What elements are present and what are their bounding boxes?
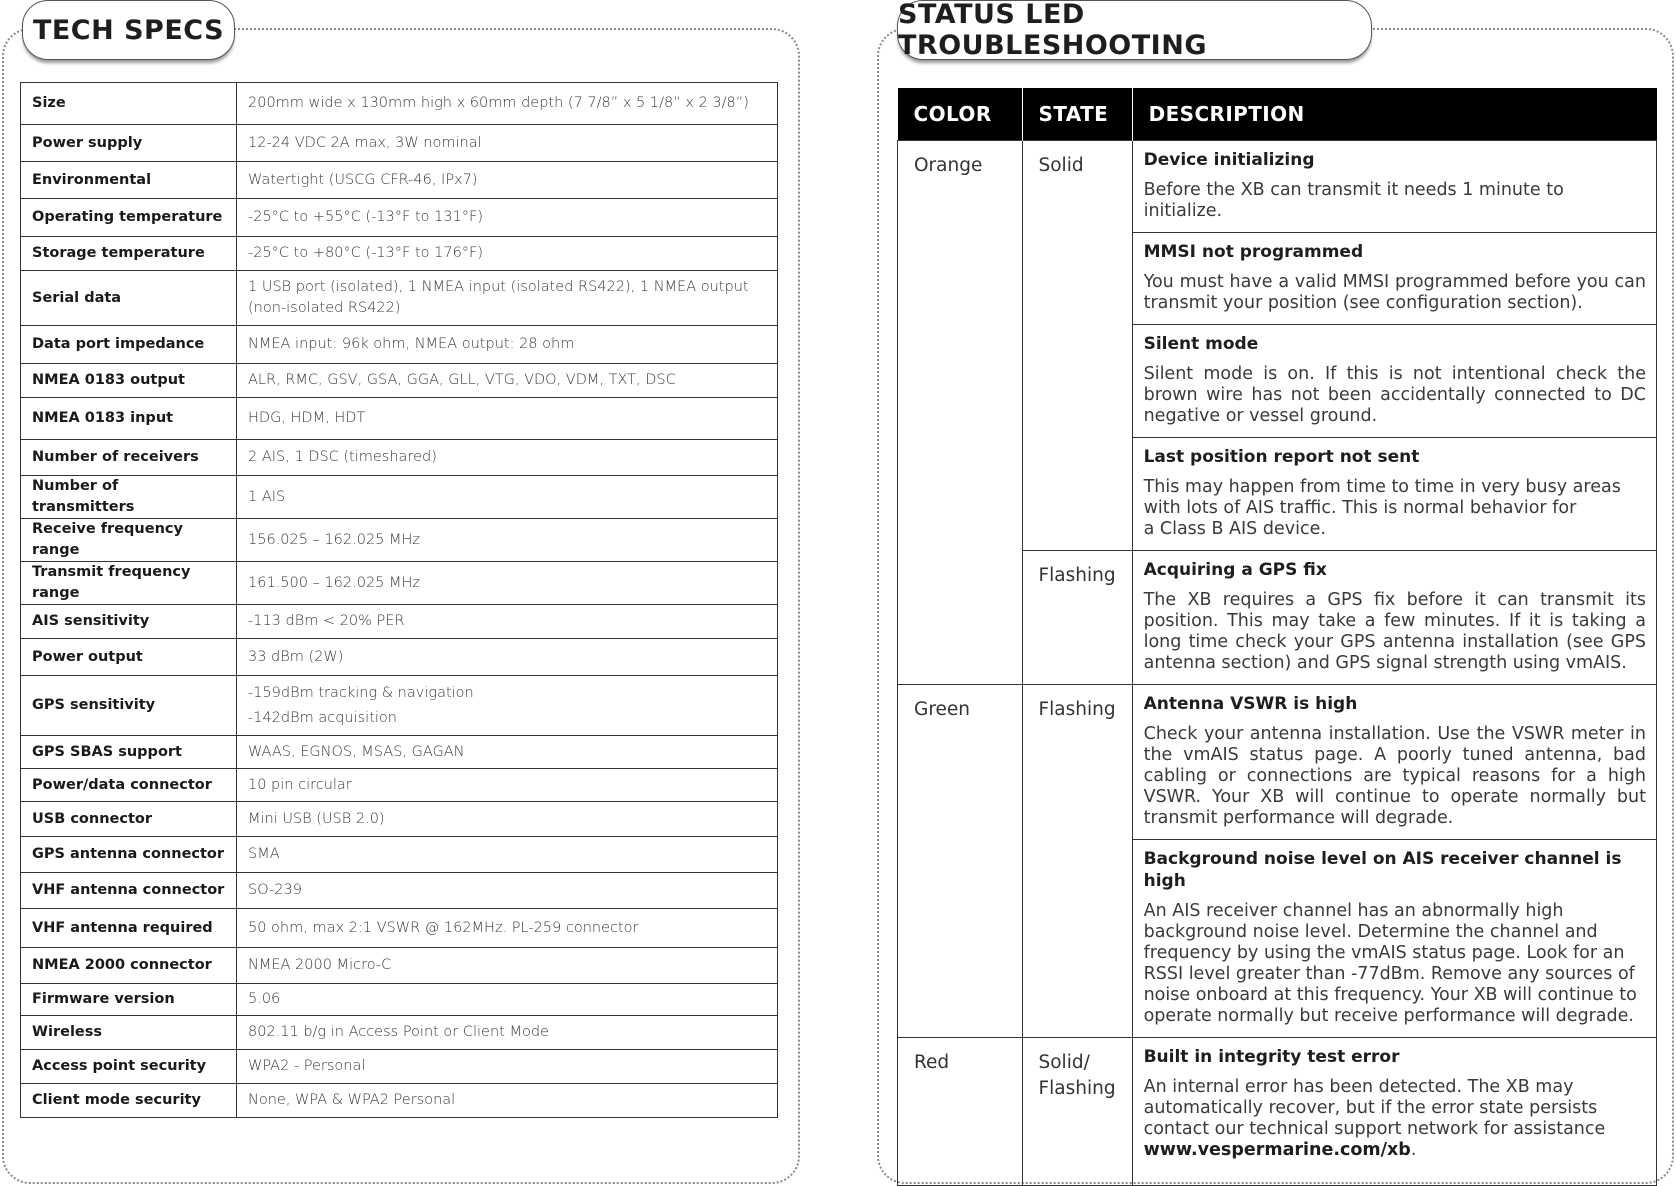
state-solid-flashing	[1022, 1038, 1132, 1186]
spec-row	[21, 948, 778, 984]
description-title: Last position report not sent	[1143, 447, 1420, 467]
spec-label: Operating temperature	[21, 199, 237, 237]
spec-row	[21, 162, 778, 199]
spec-value: 12-24 VDC 2A max, 3W nominal	[237, 125, 778, 162]
color-red: Red	[898, 1038, 1023, 1186]
spec-value: 200mm wide x 130mm high x 60mm depth (7 7/8” x 5 1/8” x 2 3/8”)	[237, 83, 778, 125]
spec-row	[21, 271, 778, 326]
spec-label: Access point security	[21, 1050, 237, 1084]
spec-value: SMA	[237, 837, 778, 873]
spec-row	[21, 398, 778, 440]
spec-value: WPA2 - Personal	[237, 1050, 778, 1084]
spec-row	[21, 1016, 778, 1050]
description-title: Built in integrity test error	[1143, 1047, 1400, 1067]
status-row	[898, 1038, 1657, 1186]
spec-value: 1 USB port (isolated), 1 NMEA input (isolated RS422), 1 NMEA output (non-isolated RS422)	[237, 271, 778, 326]
spec-value: 1 AIS	[237, 476, 778, 519]
spec-row	[21, 83, 778, 125]
description-title: Acquiring a GPS fix	[1143, 560, 1327, 580]
spec-row	[21, 837, 778, 873]
spec-value: -25°C to +80°C (-13°F to 176°F)	[237, 237, 778, 271]
status-header-row	[898, 88, 1657, 141]
spec-row	[21, 476, 778, 519]
description-title: Background noise level on AIS receiver channel is high	[1143, 849, 1622, 891]
spec-value: Watertight (USCG CFR-46, IPx7)	[237, 162, 778, 199]
spec-value: -25°C to +55°C (-13°F to 131°F)	[237, 199, 778, 237]
state-flashing: Flashing	[1022, 551, 1132, 685]
spec-value: WAAS, EGNOS, MSAS, GAGAN	[237, 736, 778, 769]
spec-row	[21, 125, 778, 162]
spec-value: 161.500 – 162.025 MHz	[237, 562, 778, 605]
description-body: Silent mode is on. If this is not intentional check the brown wire has not been accidentally connected to DC negative or vessel ground.	[1143, 364, 1646, 426]
description-title: Antenna VSWR is high	[1143, 694, 1358, 714]
spec-value: ALR, RMC, GSV, GSA, GGA, GLL, VTG, VDO, VDM, TXT, DSC	[237, 364, 778, 398]
description-cell	[1132, 438, 1656, 551]
spec-value: 156.025 – 162.025 MHz	[237, 519, 778, 562]
spec-row	[21, 873, 778, 909]
spec-label: NMEA 2000 connector	[21, 948, 237, 984]
spec-value: 50 ohm, max 2:1 VSWR @ 162MHz. PL-259 connector	[237, 909, 778, 948]
description-line: with lots of AIS traffic. This is normal behavior for	[1143, 498, 1577, 518]
description-cell	[1132, 233, 1656, 325]
spec-row	[21, 440, 778, 476]
description-text: An internal error has been detected. The XB may automatically recover, but if the error state persists contact our technical support network for assistance	[1143, 1077, 1606, 1139]
spec-value: -113 dBm < 20% PER	[237, 605, 778, 639]
spec-row	[21, 562, 778, 605]
spec-value: NMEA input: 96k ohm, NMEA output: 28 ohm	[237, 326, 778, 364]
spec-label: Serial data	[21, 271, 237, 326]
spec-label: Power output	[21, 639, 237, 676]
spec-value: Mini USB (USB 2.0)	[237, 802, 778, 837]
description-cell	[1132, 141, 1656, 233]
spec-value: NMEA 2000 Micro-C	[237, 948, 778, 984]
tech-specs-heading: TECH SPECS	[22, 0, 235, 60]
spec-label: Power supply	[21, 125, 237, 162]
spec-row	[21, 364, 778, 398]
description-body: The XB requires a GPS fix before it can transmit its position. This may take a few minutes. If it is taking a long time check your GPS antenna installation (see GPS antenna section) and GPS signal strength using vmAIS.	[1143, 590, 1646, 673]
spec-label: Firmware version	[21, 984, 237, 1016]
spec-label: VHF antenna required	[21, 909, 237, 948]
spec-label: NMEA 0183 output	[21, 364, 237, 398]
spec-label: AIS sensitivity	[21, 605, 237, 639]
status-row	[898, 141, 1657, 233]
spec-row	[21, 326, 778, 364]
spec-value: 802.11 b/g in Access Point or Client Mode	[237, 1016, 778, 1050]
status-led-heading: STATUS LED TROUBLESHOOTING	[897, 0, 1372, 60]
description-body	[1144, 477, 1646, 540]
state-solid: Solid	[1022, 141, 1132, 551]
state-flashing: Flashing	[1022, 685, 1132, 1038]
description-body: An AIS receiver channel has an abnormally high background noise level. Determine the channel and frequency by using the vmAIS status page. Look for an RSSI level greater than -77dBm. Remove any sources of noise onboard at this frequency. Your XB will continue to operate normally but receive performance will degrade.	[1143, 901, 1637, 1026]
spec-row	[21, 769, 778, 802]
spec-row	[21, 519, 778, 562]
spec-value: SO-239	[237, 873, 778, 909]
color-green: Green	[898, 685, 1023, 1038]
spec-label: Wireless	[21, 1016, 237, 1050]
description-line: This may happen from time to time in very busy areas	[1143, 477, 1621, 497]
spec-label: Power/data connector	[21, 769, 237, 802]
spec-row	[21, 1050, 778, 1084]
color-column-header: COLOR	[898, 88, 1023, 141]
spec-label: Client mode security	[21, 1084, 237, 1118]
description-punctuation: .	[1410, 1140, 1417, 1160]
spec-row	[21, 237, 778, 271]
spec-value: 5.06	[237, 984, 778, 1016]
description-cell	[1132, 1038, 1656, 1186]
spec-row	[21, 909, 778, 948]
spec-label: Data port impedance	[21, 326, 237, 364]
spec-value: 10 pin circular	[237, 769, 778, 802]
spec-label: GPS SBAS support	[21, 736, 237, 769]
status-led-table	[897, 88, 1657, 1186]
spec-label: Storage temperature	[21, 237, 237, 271]
spec-label: GPS antenna connector	[21, 837, 237, 873]
description-cell	[1132, 840, 1656, 1038]
description-body: Check your antenna installation. Use the VSWR meter in the vmAIS status page. A poorly tuned antenna, bad cabling or connections are typical reasons for a high VSWR. Your XB will continue to operate normally but transmit performance will degrade.	[1143, 724, 1646, 828]
tech-specs-table	[20, 82, 778, 1118]
description-title: MMSI not programmed	[1143, 242, 1364, 262]
color-orange: Orange	[898, 141, 1023, 685]
spec-label: USB connector	[21, 802, 237, 837]
state-line: Solid/	[1038, 1052, 1090, 1073]
spec-row	[21, 605, 778, 639]
spec-value-line: -159dBm tracking & navigation	[248, 684, 474, 701]
support-link[interactable]: www.vespermarine.com/xb	[1143, 1140, 1411, 1160]
spec-label: GPS sensitivity	[21, 676, 237, 736]
description-cell	[1132, 551, 1656, 685]
spec-value: HDG, HDM, HDT	[237, 398, 778, 440]
spec-row	[21, 1084, 778, 1118]
description-cell	[1132, 325, 1656, 438]
spec-row	[21, 736, 778, 769]
spec-row	[21, 676, 778, 736]
spec-row	[21, 802, 778, 837]
spec-row	[21, 984, 778, 1016]
description-column-header: DESCRIPTION	[1132, 88, 1656, 141]
description-title: Silent mode	[1143, 334, 1259, 354]
spec-row	[21, 199, 778, 237]
spec-value: 2 AIS, 1 DSC (timeshared)	[237, 440, 778, 476]
description-body: Before the XB can transmit it needs 1 minute to initialize.	[1143, 180, 1564, 221]
spec-label: Number of receivers	[21, 440, 237, 476]
spec-value-line: -142dBm acquisition	[248, 709, 397, 726]
spec-value: None, WPA & WPA2 Personal	[237, 1084, 778, 1118]
spec-label: Transmit frequency range	[21, 562, 237, 605]
spec-label: Size	[21, 83, 237, 125]
spec-label: VHF antenna connector	[21, 873, 237, 909]
spec-label: Number of transmitters	[21, 476, 237, 519]
spec-label: Environmental	[21, 162, 237, 199]
description-body: You must have a valid MMSI programmed before you can transmit your position (see configuration section).	[1143, 272, 1646, 313]
state-line: Flashing	[1038, 1078, 1116, 1099]
spec-label: NMEA 0183 input	[21, 398, 237, 440]
state-column-header: STATE	[1022, 88, 1132, 141]
spec-row	[21, 639, 778, 676]
status-row	[898, 685, 1657, 840]
description-cell	[1132, 685, 1656, 840]
spec-value: 33 dBm (2W)	[237, 639, 778, 676]
spec-label: Receive frequency range	[21, 519, 237, 562]
description-body	[1144, 1077, 1646, 1161]
description-line: a Class B AIS device.	[1143, 519, 1326, 539]
description-title: Device initializing	[1143, 150, 1315, 170]
spec-value	[237, 676, 778, 736]
